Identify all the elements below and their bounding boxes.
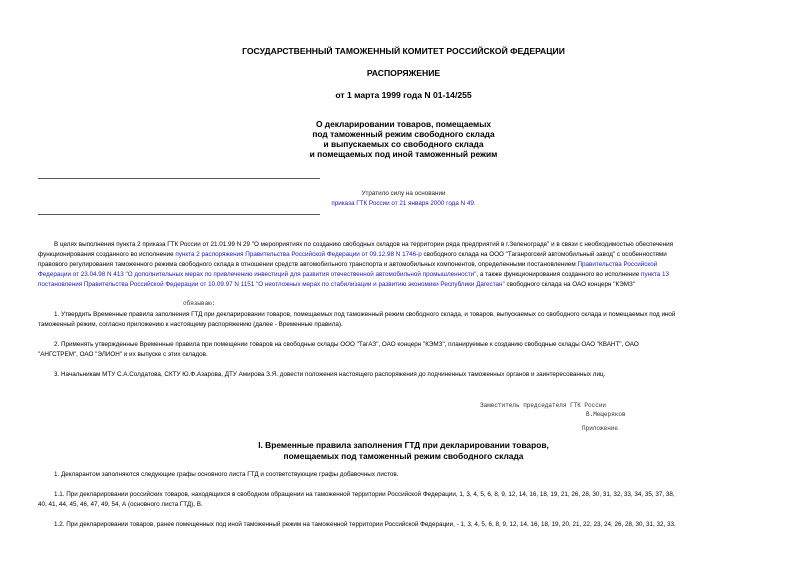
preamble-text: В целях выполнения пункта 2 приказа ГТК России от 21.01.99 N 29 "О мероприятиях по созданию свободных складов на территории ряда предприятий в г.Зеленограде" и в связи с необходимостью обеспечения <box>54 241 674 248</box>
rule-1: 1. Декларантом заполняются следующие графы основного листа ГТД и соответствующие графы добавочных листов. <box>54 471 399 478</box>
preamble-line <box>38 240 807 250</box>
organization-heading: ГОСУДАРСТВЕННЫЙ ТАМОЖЕННЫЙ КОМИТЕТ РОССИЙСКОЙ ФЕДЕРАЦИИ <box>242 46 565 56</box>
item-2-line: "АНГСТРЕМ", ОАО "ЭЛИОН" и их выпуске с этих складов. <box>38 351 208 358</box>
title-line: О декларировании товаров, помещаемых <box>315 119 492 129</box>
appendix-label: Приложение <box>582 425 619 432</box>
preamble-text: правового регулирования таможенного режима свободного склада в отношении средств автомобильного транспорта и автомобильных компонентов, определенными постановлением <box>38 261 578 268</box>
item-1-line: 1. Утвердить Временные правила заполнения ГТД при декларировании товаров, помещаемых под таможенный режим свободного склада, и товаров, выпускаемых со свободного склада и помещаемых под иной <box>54 311 676 318</box>
preamble-text: , а также функционирования созданного во исполнение <box>476 271 642 278</box>
preamble-line <box>38 270 807 280</box>
preamble-text: свободного склада на ООО "Таганрогский автомобильный завод" с особенностями <box>421 251 667 258</box>
divider-bottom <box>38 214 320 215</box>
signature-position: Заместитель председателя ГТК России <box>480 402 607 409</box>
preamble-text: свободного склада на ОАО концерн "КЭМЗ" <box>504 281 636 288</box>
rule-1-1-line: 40, 41, 44, 45, 46, 47, 49, 54, А (основного листа ГТД), В. <box>38 501 203 508</box>
rule-1-1-line: 1.1. При декларировании российских товаров, находящихся в свободном обращении на таможенной территории Российской Федерации, 1, 3, 4, 5, 6, 8, 9, 12, 14, 16, 18, 19, 21, 26, 28, 30, 31, 32, 33, 34, 35, 37, 38, <box>54 491 675 498</box>
status-note-link[interactable]: приказа ГТК России от 21 января 2000 года N 49. <box>331 200 476 207</box>
preamble-line <box>38 250 807 260</box>
document-type: РАСПОРЯЖЕНИЕ <box>366 68 441 78</box>
item-2-line: 2. Применять утвержденные Временные правила при помещении товаров на свободные склады ООО "ТагАЗ", ОАО концерн "КЭМЗ", планируемые к созданию свободные склады ОАО "КВАНТ", ОАО <box>54 341 639 348</box>
preamble-line <box>38 280 807 290</box>
obliges-label: обязываю: <box>183 300 216 307</box>
decree-link[interactable]: Федерации от 23.04.98 N 413 "О дополнительных мерах по привлечению инвестиций для развития отечественной автомобильной промышленности" <box>38 271 477 278</box>
item-1-line: таможенный режим, согласно приложению к настоящему распоряжению (далее - Временные правила). <box>38 321 343 328</box>
divider-top <box>38 178 320 179</box>
preamble-text: функционирования созданного во исполнение <box>38 251 176 258</box>
item-3-line: 3. Начальникам МТУ С.А.Солдатова, СКТУ Ю.Ф.Азарова, ДТУ Амирова З.Я. довести положения настоящего распоряжения до подчиненных таможенных органов и заинтересованных лиц. <box>54 371 606 378</box>
rule-1-2-line: 1.2. При декларировании товаров, ранее помещенных под иной таможенный режим на таможенной территории Российской Федерации, - 1, 3, 4, 5, 6, 8, 9, 12, 14, 16, 18, 19, 20, 21, 22, 23, 24, 26, 28, 30, 31, 32, 33, <box>54 521 676 528</box>
status-note: Утратило силу на основании <box>361 190 446 197</box>
section-heading: I. Временные правила заполнения ГТД при декларировании товаров, <box>258 440 549 450</box>
signature-name: В.Мещеряков <box>586 411 626 418</box>
decree-link[interactable]: пункта 13 <box>641 271 669 278</box>
document-title <box>0 119 807 159</box>
decree-link[interactable]: Правительства Российской <box>577 261 658 268</box>
decree-link[interactable]: постановления Правительства Российской Федерации от 10.09.97 N 1151 "О неотложных мерах по стабилизации и развитию экономики Республики Дагестан" <box>38 281 505 288</box>
preamble-line <box>38 260 807 270</box>
title-line: и помещаемых под иной таможенный режим <box>309 149 498 159</box>
section-heading: помещаемых под таможенный режим свободного склада <box>283 451 524 461</box>
title-line: и выпускаемых со свободного склада <box>323 139 484 149</box>
title-line: под таможенный режим свободного склада <box>312 129 495 139</box>
decree-link[interactable]: пункта 2 распоряжения Правительства Российской Федерации от 09.12.98 N 1746-р <box>175 251 422 258</box>
document-date-number: от 1 марта 1999 года N 01-14/255 <box>335 90 472 100</box>
